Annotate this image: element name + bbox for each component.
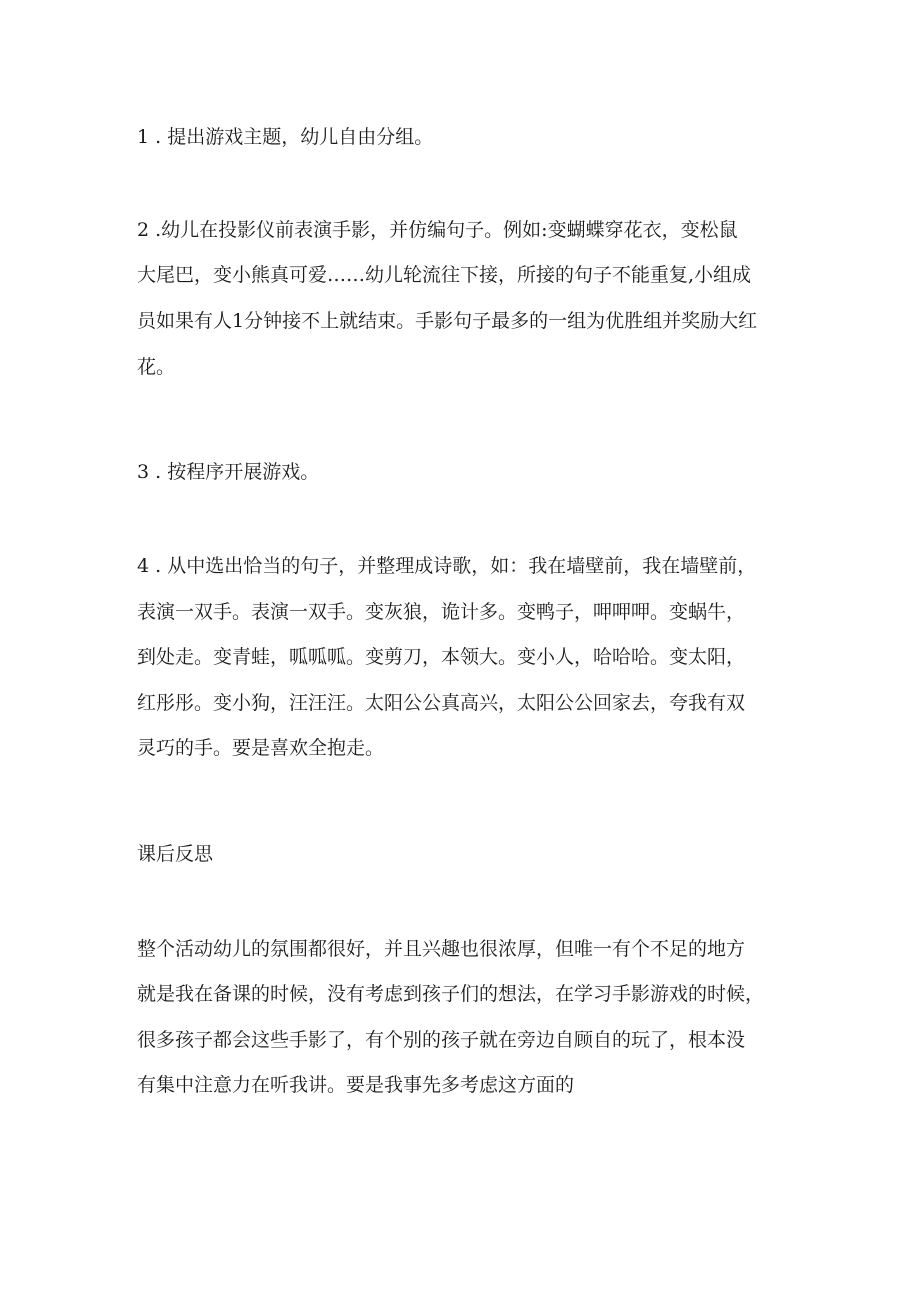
item-2-line: 2 .幼儿在投影仪前表演手影，并仿编句子。例如:变蝴蝶穿花衣，变松鼠	[137, 219, 738, 241]
reflection-line: 有集中注意力在听我讲。要是我事先多考虑这方面的	[137, 1074, 575, 1096]
item-2-line: 员如果有人1分钟接不上就结束。手影句子最多的一组为优胜组并奖励大红	[137, 310, 758, 332]
reflection-line: 很多孩子都会这些手影了，有个别的孩子就在旁边自顾自的玩了，根本没	[137, 1029, 746, 1051]
item-3-line: 3 . 按程序开展游戏。	[137, 461, 320, 483]
item-4-line: 到处走。变青蛙，呱呱呱。变剪刀，本领大。变小人，哈哈哈。变太阳，	[137, 646, 746, 668]
reflection-heading: 课后反思	[137, 843, 214, 865]
item-4-line: 表演一双手。表演一双手。变灰狼，诡计多。变鸭子，呷呷呷。变蜗牛，	[137, 601, 746, 623]
item-2-line: 花。	[137, 356, 176, 378]
item-2-line: 大尾巴，变小熊真可爱……幼儿轮流往下接，所接的句子不能重复,小组成	[137, 264, 752, 286]
reflection-line: 整个活动幼儿的氛围都很好，并且兴趣也很浓厚，但唯一有个不足的地方	[137, 938, 746, 960]
item-4-line: 灵巧的手。要是喜欢全抱走。	[137, 737, 385, 759]
item-1-line: 1 . 提出游戏主题，幼儿自由分组。	[137, 126, 434, 148]
item-4-line: 4 . 从中选出恰当的句子，并整理成诗歌，如：我在墙壁前，我在墙壁前，	[137, 555, 757, 577]
item-4-line: 红彤彤。变小狗，汪汪汪。太阳公公真高兴，太阳公公回家去，夸我有双	[137, 692, 746, 714]
reflection-line: 就是我在备课的时候，没有考虑到孩子们的想法，在学习手影游戏的时候，	[137, 983, 765, 1005]
